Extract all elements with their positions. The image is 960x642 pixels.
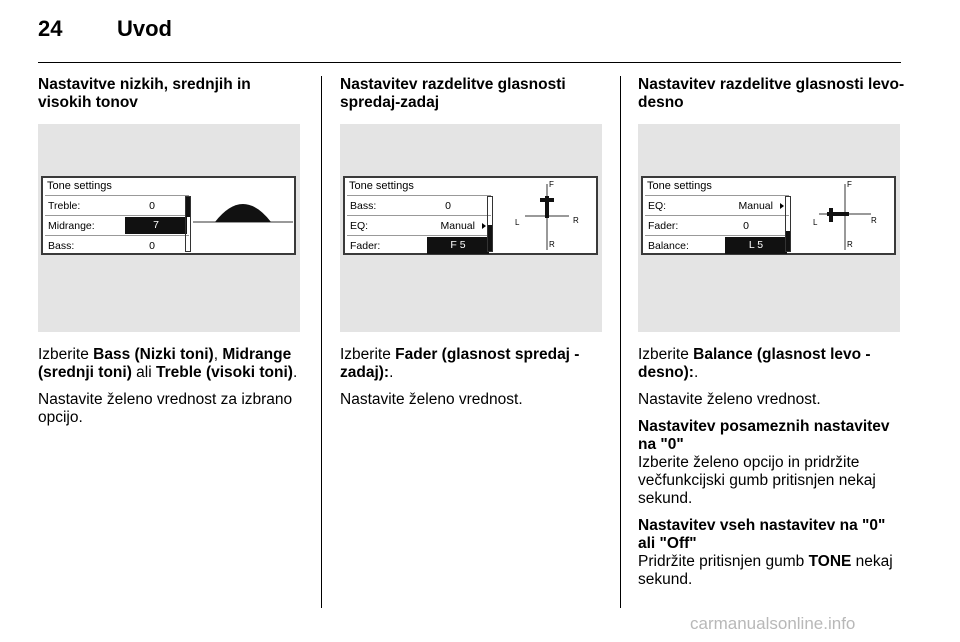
tone-settings-display xyxy=(343,176,598,255)
chapter-title: Uvod xyxy=(117,16,172,41)
row-value: Manual xyxy=(738,200,773,212)
section-heading: Nastavitev razdelitve glasnosti levo-desno xyxy=(638,76,905,111)
column-divider xyxy=(620,76,621,608)
scrollbar xyxy=(185,196,191,252)
row-value-highlight: F 5 xyxy=(427,237,489,254)
screen-row xyxy=(347,215,491,236)
submenu-arrow-icon xyxy=(780,203,784,209)
cross-label-front: F xyxy=(549,180,554,189)
row-label: Treble: xyxy=(48,200,81,212)
row-label: Fader: xyxy=(648,220,679,232)
row-label: Bass: xyxy=(350,200,377,212)
submenu-arrow-icon xyxy=(482,223,486,229)
row-value: 0 xyxy=(445,200,451,212)
row-label: EQ: xyxy=(648,200,667,212)
screen-title: Tone settings xyxy=(47,180,112,192)
section-heading: Nastavitev razdelitve glasnosti spredaj-zadaj xyxy=(340,76,566,111)
cross-label-rear: R xyxy=(847,240,853,249)
row-value: 0 xyxy=(149,200,155,212)
row-label: Balance: xyxy=(648,240,689,252)
screen-row-selected xyxy=(347,235,491,256)
scrollbar xyxy=(785,196,791,252)
cross-label-left: L xyxy=(813,218,818,227)
tone-settings-display xyxy=(641,176,896,255)
tone-settings-screen-image xyxy=(38,124,300,332)
column-balance xyxy=(638,76,906,588)
cross-label-front: F xyxy=(847,180,852,189)
row-value-highlight: 7 xyxy=(125,217,187,234)
page-number: 24 xyxy=(38,16,63,41)
cross-label-right: R xyxy=(871,216,877,225)
cross-label-right: R xyxy=(573,216,579,225)
row-value: 0 xyxy=(149,240,155,252)
watermark: carmanualsonline.info xyxy=(690,614,856,633)
row-label: EQ: xyxy=(350,220,369,232)
row-label: Fader: xyxy=(350,240,381,252)
column-divider xyxy=(321,76,322,608)
row-value: Manual xyxy=(440,220,475,232)
section-heading: Nastavitve nizkih, srednjih in visokih tonov xyxy=(38,76,251,111)
screen-row xyxy=(347,195,491,216)
cross-label-rear: R xyxy=(549,240,555,249)
instruction-text: Nastavite želeno vrednost za izbrano opcijo. xyxy=(38,391,293,426)
subsection-heading: Nastavitev posameznih nastavitev na "0" xyxy=(638,418,890,453)
scroll-thumb xyxy=(786,231,790,251)
header-rule xyxy=(38,62,901,63)
screen-row xyxy=(645,195,789,216)
row-value: 0 xyxy=(743,220,749,232)
tone-settings-display xyxy=(41,176,296,255)
instruction-text: Nastavite želeno vrednost. xyxy=(638,391,821,408)
instruction-text: Pridržite pritisnjen gumb TONE nekaj sekund. xyxy=(638,553,893,588)
screen-title: Tone settings xyxy=(647,180,712,192)
screen-row xyxy=(45,195,189,216)
screen-row xyxy=(645,215,789,236)
screen-row-selected xyxy=(645,235,789,256)
scrollbar xyxy=(487,196,493,252)
scroll-thumb xyxy=(186,197,190,217)
row-label: Midrange: xyxy=(48,220,95,232)
column-bass-mid-treble xyxy=(38,76,306,426)
instruction-text: Izberite Balance (glasnost levo - desno):. xyxy=(638,346,871,381)
instruction-text: Izberite Fader (glasnost spredaj - zadaj):. xyxy=(340,346,580,381)
screen-title: Tone settings xyxy=(349,180,414,192)
column-fader xyxy=(340,76,608,408)
subsection-heading: Nastavitev vseh nastavitev na "0" ali "Off" xyxy=(638,517,886,552)
scroll-thumb xyxy=(488,225,492,251)
instruction-text: Nastavite želeno vrednost. xyxy=(340,391,523,408)
screen-row xyxy=(45,235,189,256)
instruction-text: Izberite želeno opcijo in pridržite večfunkcijski gumb pritisnjen nekaj sekund. xyxy=(638,454,876,507)
eq-curve-icon xyxy=(193,196,293,236)
instruction-text: Izberite Bass (Nizki toni), Midrange (srednji toni) ali Treble (visoki toni). xyxy=(38,346,298,381)
tone-settings-screen-image xyxy=(638,124,900,332)
row-value-highlight: L 5 xyxy=(725,237,787,254)
screen-row-selected xyxy=(45,215,189,236)
row-label: Bass: xyxy=(48,240,75,252)
tone-settings-screen-image xyxy=(340,124,602,332)
cross-label-left: L xyxy=(515,218,520,227)
